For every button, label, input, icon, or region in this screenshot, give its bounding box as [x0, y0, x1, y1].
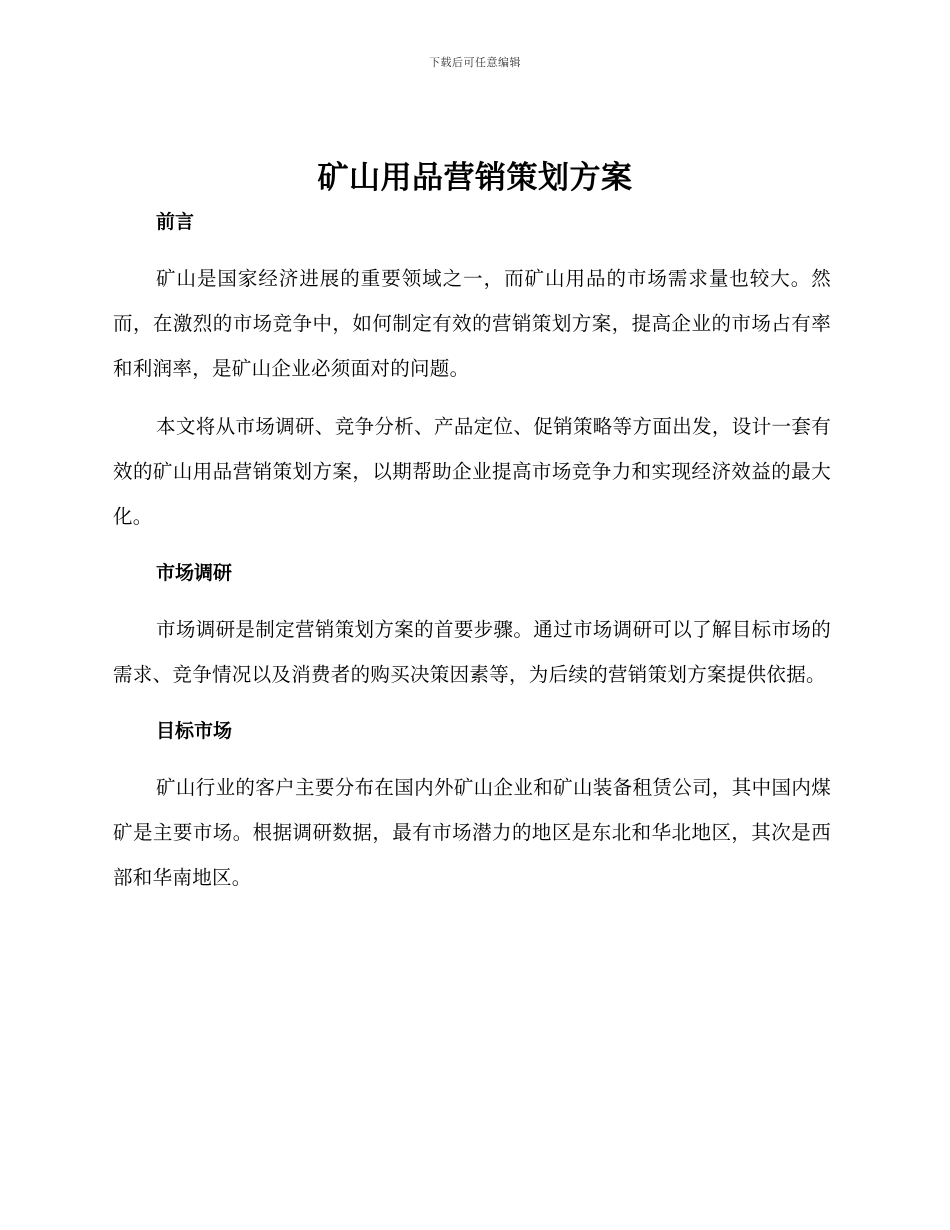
- document-title: 矿山用品营销策划方案: [317, 160, 633, 196]
- section-heading-market-research: 市场调研: [156, 562, 233, 584]
- paragraph: 本文将从市场调研、竞争分析、产品定位、促销策略等方面出发，设计一套有效的矿山用品营销策划方案，以期帮助企业提高市场竞争力和实现经济效益的最大化。: [113, 415, 831, 528]
- page-header-note: 下载后可任意编辑: [429, 56, 521, 69]
- document-body: [113, 200, 831, 900]
- paragraph: 市场调研是制定营销策划方案的首要步骤。通过市场调研可以了解目标市场的需求、竞争情况以及消费者的购买决策因素等，为后续的营销策划方案提供依据。: [113, 618, 831, 686]
- section-heading-target-market: 目标市场: [156, 720, 233, 742]
- paragraph: 矿山是国家经济进展的重要领域之一，而矿山用品的市场需求量也较大。然而，在激烈的市场竞争中，如何制定有效的营销策划方案，提高企业的市场占有率和利润率，是矿山企业必须面对的问题。: [113, 267, 831, 380]
- paragraph: 矿山行业的客户主要分布在国内外矿山企业和矿山装备租赁公司，其中国内煤矿是主要市场。根据调研数据，最有市场潜力的地区是东北和华北地区，其次是西部和华南地区。: [113, 776, 831, 889]
- section-heading-preface: 前言: [156, 211, 195, 233]
